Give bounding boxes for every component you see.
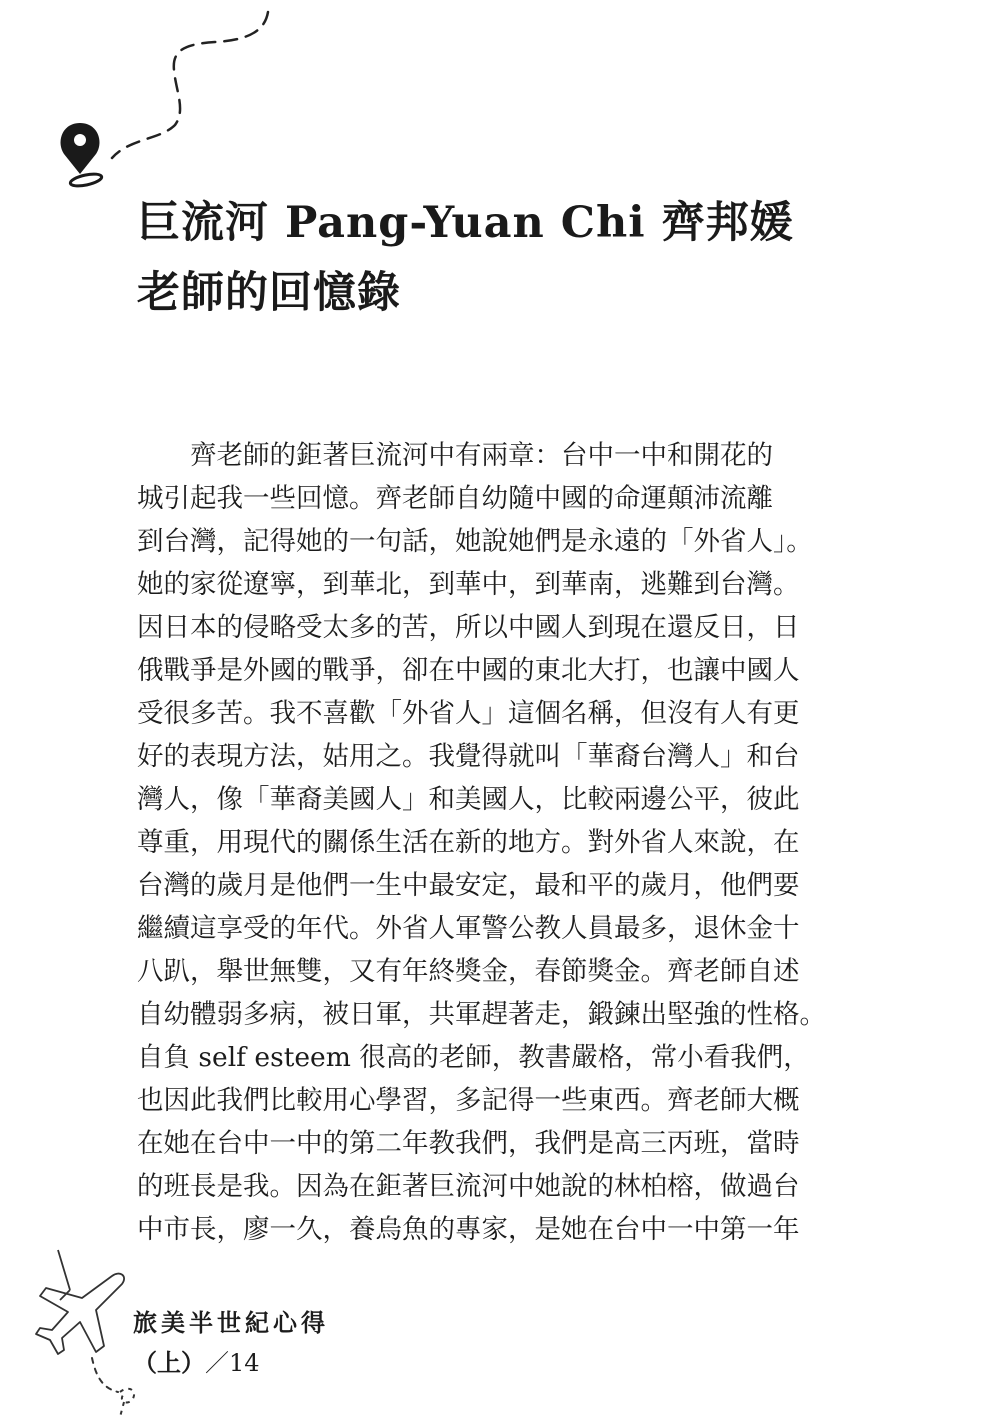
running-footer-book-title: 旅美半世紀心得 [133,1308,329,1337]
volume-label: （上） [133,1348,205,1377]
chapter-title-line-1: 巨流河 Pang-Yuan Chi 齊邦媛 [137,198,794,248]
body-line: 到台灣，記得她的一句話，她說她們是永遠的「外省人」。 [137,526,813,557]
body-line: 受很多苦。我不喜歡「外省人」這個名稱，但沒有人有更 [137,698,800,729]
body-line: 齊老師的鉅著巨流河中有兩章：台中一中和開花的 [137,440,773,471]
body-line: 自幼體弱多病，被日軍，共軍趕著走，鍛鍊出堅強的性格。 [137,999,826,1030]
body-line: 灣人，像「華裔美國人」和美國人，比較兩邊公平，彼此 [137,784,800,815]
body-line: 八趴，舉世無雙，又有年終獎金，春節獎金。齊老師自述 [137,956,800,987]
body-line: 俄戰爭是外國的戰爭，卻在中國的東北大打，也讓中國人 [137,655,800,686]
body-line: 的班長是我。因為在鉅著巨流河中她說的林柏榕，做過台 [137,1171,800,1202]
running-footer-page-label [133,1343,260,1378]
airplane-decoration [0,0,200,1417]
chapter-title [137,188,857,328]
chapter-title-line-2: 老師的回憶錄 [137,268,401,318]
body-line: 好的表現方法，姑用之。我覺得就叫「華裔台灣人」和台 [137,741,800,772]
body-line: 自負 self esteem 很高的老師，教書嚴格，常小看我們， [137,1042,810,1073]
body-line: 在她在台中一中的第二年教我們，我們是高三丙班，當時 [137,1128,800,1159]
body-line: 也因此我們比較用心學習，多記得一些東西。齊老師大概 [137,1085,800,1116]
airplane-icon [36,1250,124,1354]
body-line: 中市長，廖一久，養烏魚的專家，是她在台中一中第一年 [137,1214,800,1245]
body-line: 繼續這享受的年代。外省人軍警公教人員最多，退休金十 [137,913,800,944]
body-line: 城引起我一些回憶。齊老師自幼隨中國的命運顛沛流離 [137,483,773,514]
body-line: 台灣的歲月是他們一生中最安定，最和平的歲月，他們要 [137,870,800,901]
body-line: 尊重，用現代的關係生活在新的地方。對外省人來說，在 [137,827,800,858]
footer-separator: ／ [205,1349,229,1377]
body-line: 因日本的侵略受太多的苦，所以中國人到現在還反日，日 [137,612,800,643]
body-line: 她的家從遼寧，到華北，到華中，到華南，逃難到台灣。 [137,569,800,600]
page-number: 14 [229,1349,260,1377]
body-paragraph [137,434,832,1251]
